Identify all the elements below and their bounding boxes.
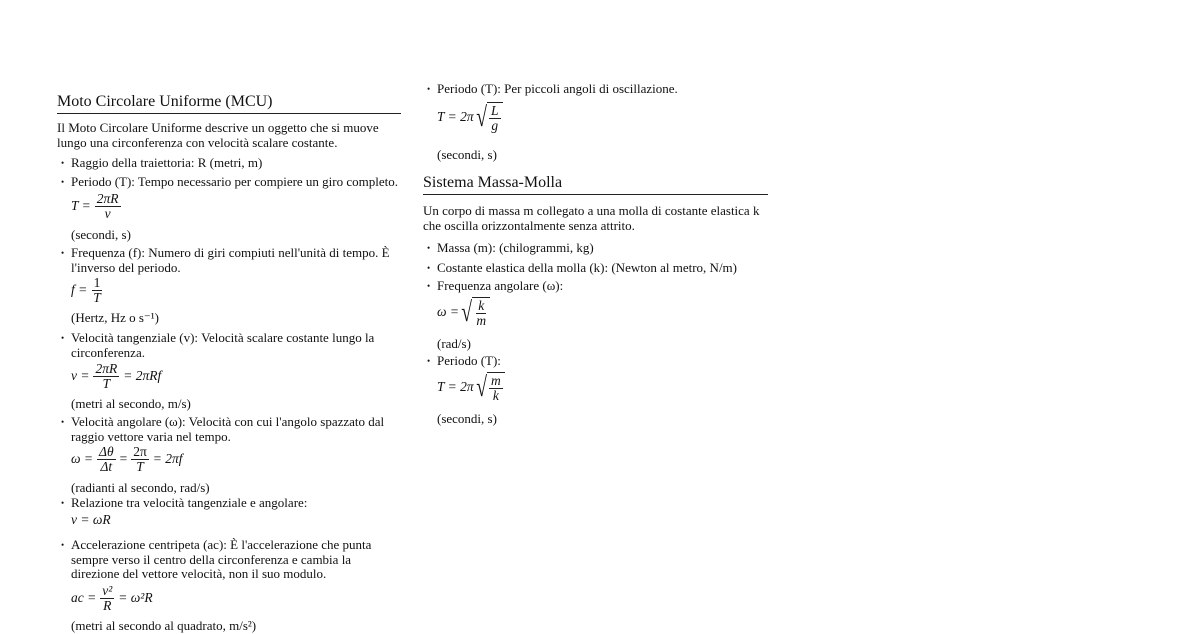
sqrt-icon: √ [475, 371, 487, 403]
ang-rhs: = 2πf [152, 451, 183, 467]
mcu-title: Moto Circolare Uniforme (MCU) [57, 93, 401, 114]
spring-period-formula [437, 372, 505, 403]
mcu-period-formula [71, 192, 125, 221]
mcu-frequency-unit: (Hertz, Hz o s⁻¹) [71, 310, 160, 325]
pendulum-denominator: g [491, 118, 499, 133]
spring-period-item: • Periodo (T): [423, 354, 768, 369]
spring-constant-item: • Costante elastica della molla (k): (Newton al metro, N/m) [423, 261, 768, 276]
vel-fraction [93, 362, 119, 391]
mcu-velocity-unit: (metri al secondo, m/s) [71, 396, 191, 411]
pendulum-numerator: L [491, 103, 499, 118]
spring-mass-item: • Massa (m): (chilogrammi, kg) [423, 241, 768, 256]
mcu-acceleration-unit: (metri al secondo al quadrato, m/s²) [71, 618, 257, 633]
vel-numerator: 2πR [95, 361, 118, 376]
spring-omega-unit: (rad/s) [437, 336, 471, 351]
spring-omega-formula [437, 297, 490, 328]
acc-rhs: = ω²R [118, 590, 153, 606]
ang-denominator-2: T [136, 459, 144, 474]
sqrt-icon: √ [461, 296, 473, 328]
omega-sqrt [459, 297, 490, 328]
omega-fraction [474, 299, 488, 328]
omega-numerator: k [478, 298, 485, 313]
pendulum-lhs: T = 2π [437, 109, 474, 125]
vel-lhs: v = [71, 368, 90, 384]
spring-period-sqrt [474, 372, 505, 403]
acc-denominator: R [103, 598, 112, 613]
mcu-relation-item: • Relazione tra velocità tangenziale e angolare: [57, 496, 401, 511]
freq-fraction [91, 276, 103, 305]
acc-lhs: ac = [71, 590, 97, 606]
spring-title: Sistema Massa-Molla [423, 174, 768, 195]
spring-period-fraction [489, 374, 503, 403]
freq-denominator: T [93, 290, 101, 305]
freq-numerator: 1 [93, 275, 101, 290]
ang-fraction-1 [97, 445, 116, 474]
ang-fraction-2 [131, 445, 149, 474]
vel-rhs: = 2πRf [123, 368, 162, 384]
acc-fraction [100, 584, 114, 613]
acc-numerator: v² [102, 583, 113, 598]
spring-period-denominator: k [492, 388, 499, 403]
mcu-frequency-formula [71, 276, 107, 305]
mcu-radius-item: • Raggio della traiettoria: R (metri, m) [57, 156, 401, 171]
freq-lhs: f = [71, 282, 88, 298]
period-denominator: v [104, 206, 111, 221]
omega-lhs: ω = [437, 304, 460, 320]
ang-numerator-1: Δθ [99, 444, 114, 459]
mcu-period-unit: (secondi, s) [71, 227, 131, 242]
pendulum-sqrt [474, 102, 503, 133]
spring-period-numerator: m [491, 373, 501, 388]
mcu-frequency-item: • Frequenza (f): Numero di giri compiuti nell'unità di tempo. È l'inverso del periodo. [57, 246, 401, 275]
pendulum-period-item: • Periodo (T): Per piccoli angoli di oscillazione. [423, 82, 768, 97]
spring-period-lhs: T = 2π [437, 379, 474, 395]
ang-lhs: ω = [71, 451, 94, 467]
ang-denominator-1: Δt [100, 459, 113, 474]
period-numerator: 2πR [96, 191, 119, 206]
omega-denominator: m [476, 313, 487, 328]
mcu-angular-unit: (radianti al secondo, rad/s) [71, 480, 210, 495]
mcu-velocity-item: • Velocità tangenziale (v): Velocità scalare costante lungo la circonferenza. [57, 331, 401, 360]
period-fraction [95, 192, 121, 221]
period-lhs: T = [71, 198, 91, 214]
spring-intro: Un corpo di massa m collegato a una molla di costante elastica k che oscilla orizzontalmente senza attrito. [423, 203, 760, 233]
pendulum-period-unit: (secondi, s) [437, 147, 497, 162]
vel-denominator: T [102, 376, 111, 391]
ang-equals: = [119, 451, 128, 467]
spring-omega-item: • Frequenza angolare (ω): [423, 279, 768, 294]
sqrt-icon: √ [475, 101, 487, 133]
mcu-angular-formula [71, 445, 183, 474]
mcu-period-item: • Periodo (T): Tempo necessario per compiere un giro completo. [57, 175, 401, 190]
mcu-acceleration-item: • Accelerazione centripeta (ac): È l'accelerazione che punta sempre verso il centro della circonferenza e cambia la direzione del vettore velocità, non il suo modulo. [57, 538, 401, 582]
mcu-angular-item: • Velocità angolare (ω): Velocità con cui l'angolo spazzato dal raggio vettore varia nel tempo. [57, 415, 401, 444]
spring-period-unit: (secondi, s) [437, 411, 497, 426]
mcu-intro: Il Moto Circolare Uniforme descrive un oggetto che si muove lungo una circonferenza con velocità scalare costante. [57, 120, 379, 150]
mcu-velocity-formula [71, 362, 161, 391]
ang-numerator-2: 2π [133, 444, 147, 459]
mcu-relation-formula: v = ωR [71, 512, 111, 527]
pendulum-period-formula [437, 102, 503, 133]
pendulum-fraction [489, 104, 501, 133]
mcu-acceleration-formula [71, 584, 153, 613]
